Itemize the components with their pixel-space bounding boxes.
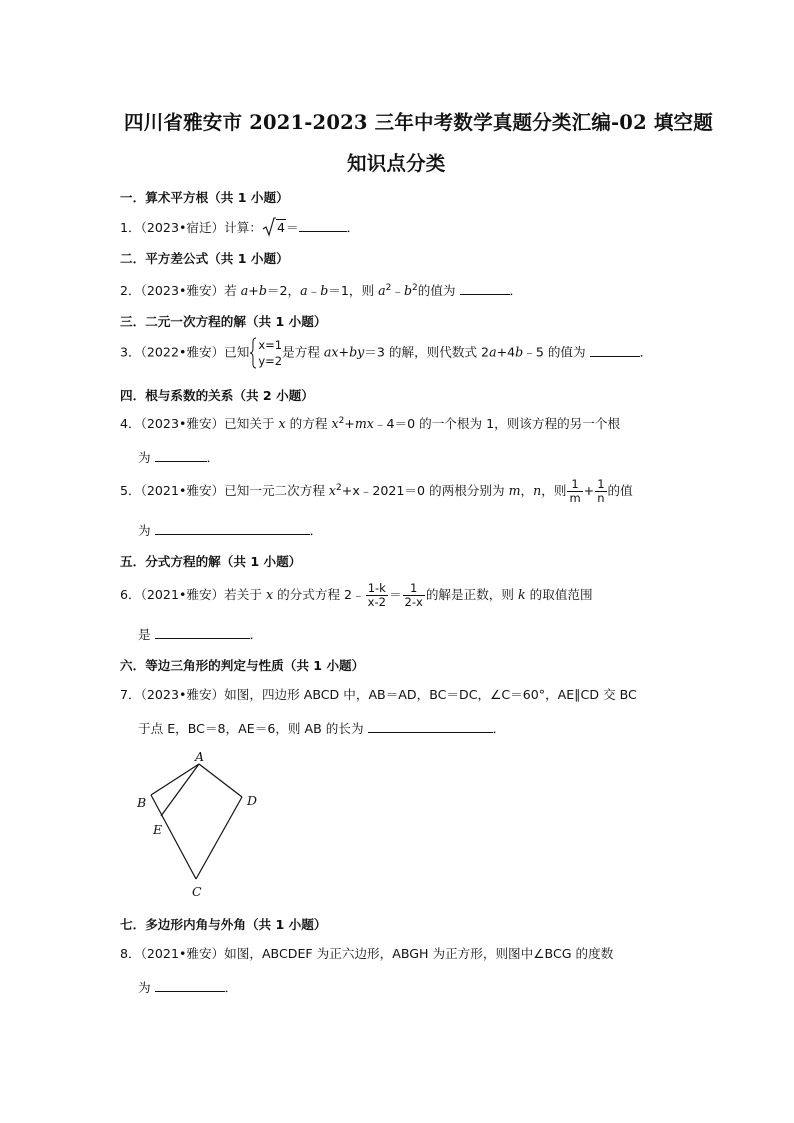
minus-sign: ﹣ bbox=[307, 283, 321, 298]
var-k: k bbox=[517, 587, 526, 602]
question-7-line-1: 7．（2023•雅安）如图，四边形 ABCD 中，AB＝AD，BC＝DC，∠C＝60°，AE∥CD 交 BC bbox=[120, 687, 637, 702]
answer-blank-8[interactable] bbox=[155, 977, 225, 992]
answer-blank-2[interactable] bbox=[460, 280, 510, 295]
answer-blank-3[interactable] bbox=[590, 342, 640, 357]
term-mx: mx bbox=[354, 416, 374, 431]
question-3-tail: ﹣5 的值为 bbox=[523, 344, 586, 360]
question-2-end: ． bbox=[509, 283, 523, 298]
numerator: 1 bbox=[597, 477, 605, 491]
segment-AD bbox=[199, 764, 242, 797]
equation-part: ＝2， bbox=[266, 283, 301, 298]
equation-part: ＝1，则 bbox=[328, 283, 379, 298]
segment-DC bbox=[196, 797, 242, 879]
label-C: C bbox=[192, 884, 202, 899]
question-1-prefix: 1．（2023•宿迁）计算： bbox=[120, 220, 262, 235]
var-x: x bbox=[331, 416, 339, 431]
question-8-line-1: 8．（2021•雅安）如图，ABCDEF 为正六边形，ABGH 为正方形，则图中∠BCG 的度数 bbox=[120, 946, 614, 961]
plus-sign: + bbox=[344, 416, 355, 431]
system-line-y: y=2 bbox=[258, 354, 283, 368]
denominator: n bbox=[597, 491, 605, 505]
segment-AB bbox=[151, 764, 199, 795]
numerator: 1 bbox=[567, 478, 582, 492]
label-D: D bbox=[247, 793, 258, 808]
fraction-1-over-n bbox=[595, 478, 606, 505]
var-a: a bbox=[300, 283, 308, 298]
question-6-line-1-end: 的取值范围 bbox=[525, 587, 593, 602]
radical-sign-icon bbox=[262, 217, 276, 237]
question-4-prefix: 4．（2023•雅安）已知关于 bbox=[120, 416, 279, 431]
var-a: a bbox=[378, 283, 386, 298]
question-5-line-2-prefix: 为 bbox=[138, 523, 151, 538]
section-heading-6: 六．等边三角形的判定与性质（共 1 小题） bbox=[120, 658, 365, 673]
exponent: 2 bbox=[336, 483, 342, 493]
question-3 bbox=[120, 337, 652, 369]
question-1 bbox=[120, 217, 359, 237]
numerator: 1 bbox=[403, 582, 425, 596]
question-2-prefix: 2．（2023•雅安）若 bbox=[120, 283, 241, 298]
plus-sign: + bbox=[248, 283, 259, 298]
segment-BC bbox=[151, 795, 196, 879]
label-A: A bbox=[195, 749, 205, 764]
label-E: E bbox=[153, 822, 163, 837]
var-b: b bbox=[403, 283, 412, 298]
question-4-line-1 bbox=[120, 415, 620, 433]
plus-sign: + bbox=[583, 483, 595, 498]
question-5-then: ，则 bbox=[541, 483, 567, 498]
question-2-tail: 的值为 bbox=[417, 283, 456, 298]
var-b: b bbox=[258, 283, 267, 298]
quadrilateral-figure bbox=[128, 745, 268, 905]
question-4-line-2-prefix: 为 bbox=[138, 450, 151, 465]
question-5-line-1 bbox=[120, 478, 633, 505]
comma: ， bbox=[520, 483, 534, 498]
question-8-line-2-prefix: 为 bbox=[138, 980, 151, 995]
segment-AE bbox=[161, 764, 199, 816]
section-heading-2: 二．平方差公式（共 1 小题） bbox=[120, 251, 289, 266]
question-3-eq-tail: ＝3 的解，则代数式 2 bbox=[364, 344, 490, 360]
exponent: 2 bbox=[338, 416, 345, 426]
var-x: x bbox=[265, 587, 274, 602]
document-title: 四川省雅安市 2021-2023 三年中考数学真题分类汇编-02 填空题 bbox=[124, 111, 713, 134]
var-b: b bbox=[515, 344, 524, 360]
equals-sign: ＝ bbox=[388, 587, 402, 602]
document-subtitle: 知识点分类 bbox=[347, 152, 446, 175]
equation-system bbox=[249, 337, 282, 369]
section-heading-5: 五．分式方程的解（共 1 小题） bbox=[120, 554, 302, 569]
left-brace-icon bbox=[249, 337, 257, 369]
question-6-prefix: 6．（2021•雅安）若关于 bbox=[120, 587, 266, 602]
denominator: x-2 bbox=[367, 595, 386, 609]
section-heading-4: 四．根与系数的关系（共 2 小题） bbox=[120, 388, 314, 403]
answer-blank-5[interactable] bbox=[155, 520, 310, 535]
question-7-end: ． bbox=[492, 721, 506, 736]
var-b: b bbox=[320, 283, 329, 298]
denominator: 2-x bbox=[404, 595, 423, 609]
var-x: x bbox=[328, 483, 337, 498]
denominator: m bbox=[569, 491, 581, 505]
question-7-line-2 bbox=[138, 718, 505, 738]
fraction-1-k-over-x-2 bbox=[366, 582, 388, 609]
question-3-end: ． bbox=[639, 344, 653, 360]
question-2 bbox=[120, 280, 522, 300]
exponent: 2 bbox=[385, 283, 392, 293]
plus-term: +4 bbox=[496, 344, 516, 360]
answer-blank-4[interactable] bbox=[155, 447, 207, 462]
system-line-x: x=1 bbox=[258, 338, 283, 352]
question-6-mid: 的分式方程 2﹣ bbox=[273, 587, 365, 602]
question-6-line-2 bbox=[138, 624, 262, 644]
question-4-end: ． bbox=[206, 450, 220, 465]
question-3-prefix: 3．（2022•雅安）已知 bbox=[120, 344, 250, 360]
var-a: a bbox=[489, 344, 497, 360]
question-5-tail: 的值 bbox=[607, 483, 633, 498]
section-heading-3: 三．二元一次方程的解（共 1 小题） bbox=[120, 314, 327, 329]
question-5-end: ． bbox=[309, 523, 323, 538]
var-x: x bbox=[278, 416, 286, 431]
question-3-mid: 是方程 bbox=[282, 344, 324, 360]
label-B: B bbox=[137, 795, 147, 810]
question-4-mid: 的方程 bbox=[285, 416, 332, 431]
answer-blank-6[interactable] bbox=[155, 624, 250, 639]
section-heading-1: 一．算术平方根（共 1 小题） bbox=[120, 190, 289, 205]
question-6-line-2-prefix: 是 bbox=[138, 627, 151, 642]
fraction-1-over-2-x bbox=[403, 582, 425, 609]
question-8-end: ． bbox=[224, 980, 238, 995]
exponent: 2 bbox=[412, 283, 418, 293]
question-7-line-2-prefix: 于点 E，BC＝8，AE＝6，则 AB 的长为 bbox=[138, 721, 364, 736]
question-6-end: ． bbox=[249, 627, 263, 642]
question-8-line-2 bbox=[138, 977, 237, 997]
equals-sign: ＝ bbox=[285, 220, 299, 235]
equation-expression: ax+by bbox=[323, 344, 365, 360]
question-5-line-2 bbox=[138, 520, 322, 540]
question-1-end: ． bbox=[346, 220, 360, 235]
numerator: 1-k bbox=[366, 582, 388, 596]
var-n: n bbox=[533, 483, 542, 498]
fraction-1-over-m bbox=[567, 478, 582, 505]
question-6-line-1 bbox=[120, 582, 593, 609]
var-a: a bbox=[240, 283, 249, 298]
minus-sign: ﹣ bbox=[391, 283, 404, 298]
answer-blank-1[interactable] bbox=[299, 217, 347, 232]
section-heading-7: 七．多边形内角与外角（共 1 小题） bbox=[120, 917, 327, 932]
question-5-prefix: 5．（2021•雅安）已知一元二次方程 bbox=[120, 483, 329, 498]
radicand: 4 bbox=[276, 220, 285, 235]
figure-lines bbox=[151, 764, 242, 879]
var-m: m bbox=[508, 483, 521, 498]
answer-blank-7[interactable] bbox=[368, 718, 493, 733]
question-4-tail: ﹣4＝0 的一个根为 1，则该方程的另一个根 bbox=[373, 416, 621, 431]
question-5-mid: +x﹣2021＝0 的两根分别为 bbox=[341, 483, 509, 498]
sqrt-expression bbox=[262, 217, 286, 237]
question-6-tail: 的解是正数，则 bbox=[425, 587, 518, 602]
question-4-line-2 bbox=[138, 447, 219, 467]
